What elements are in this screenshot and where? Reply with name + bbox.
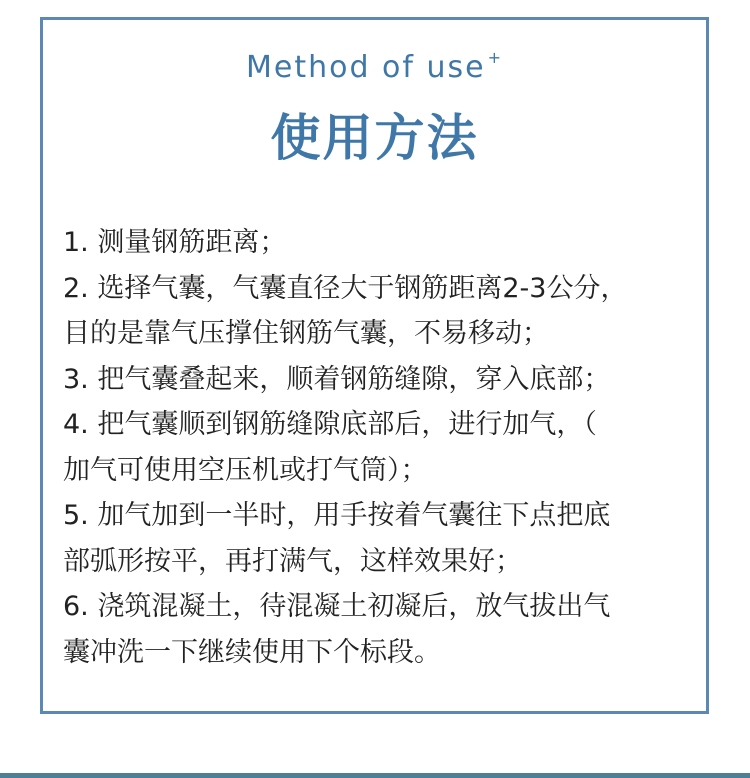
instruction-line: 6. 浇筑混凝土，待混凝土初凝后，放气拔出气 [63,591,611,622]
instruction-line: 4. 把气囊顺到钢筋缝隙底部后，进行加气，（ [63,409,597,440]
instruction-line: 1. 测量钢筋距离； [63,227,287,258]
instruction-line: 2. 选择气囊，气囊直径大于钢筋距离2-3公分， [63,272,628,304]
method-card [40,17,709,714]
instruction-list [63,220,703,675]
subtitle-text: Method of use [245,50,486,85]
instruction-line: 5. 加气加到一半时，用手按着气囊往下点把底 [63,500,611,531]
page-title: 使用方法 [270,109,479,167]
english-subtitle [43,48,706,92]
instruction-line: 部弧形按平，再打满气，这样效果好； [63,545,522,577]
instruction-line: 囊冲洗一下继续使用下个标段。 [63,636,441,668]
bottom-divider [0,773,750,778]
instruction-line: 目的是靠气压撑住钢筋气囊，不易移动； [63,318,549,349]
instruction-line: 加气可使用空压机或打气筒）； [63,454,428,486]
plus-mark: + [487,48,503,67]
instruction-line: 3. 把气囊叠起来，顺着钢筋缝隙，穿入底部； [63,363,611,395]
